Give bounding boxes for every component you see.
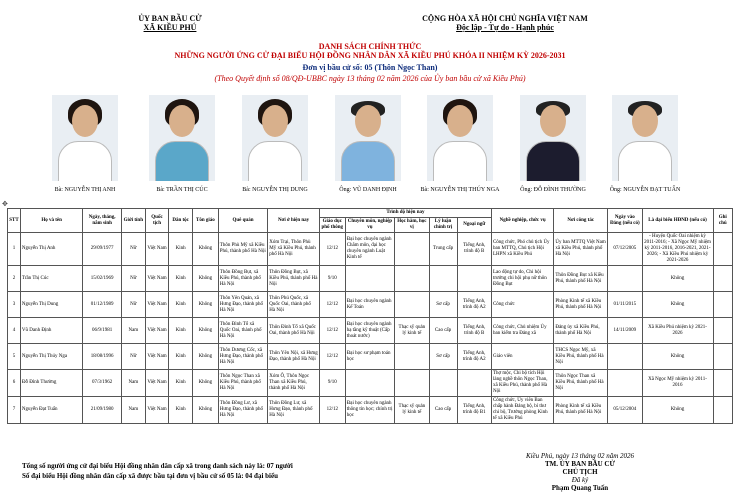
issuer-line1: ỦY BAN BẦU CỬ: [138, 14, 202, 23]
table-cell: Công chức: [491, 292, 553, 318]
column-group-education: Trình độ hiện nay: [319, 209, 491, 218]
column-header: Giới tính: [122, 209, 146, 233]
table-cell: [395, 292, 429, 318]
table-cell: 1: [8, 233, 21, 266]
table-cell: Đại học chuyên ngành hạ tầng kỹ thuật (Cấp thoát nước): [345, 318, 394, 344]
table-cell: Không: [642, 344, 713, 370]
table-cell: Ủy ban MTTQ Việt Nam xã Kiều Phú, thành phố Hà Nội: [554, 233, 608, 266]
table-cell: Không: [192, 397, 218, 424]
table-cell: Không: [642, 266, 713, 292]
table-cell: Thôn Đình Tổ xã Quốc Oai, thành phố Hà Nội: [268, 318, 320, 344]
column-header: Quê quán: [218, 209, 267, 233]
national-motto-block: [400, 14, 610, 32]
table-cell: [713, 397, 733, 424]
table-cell: [429, 266, 457, 292]
table-cell: 21/09/1980: [83, 397, 122, 424]
place-date: Kiều Phú, ngày 13 tháng 02 năm 2026: [525, 452, 635, 460]
candidate-caption: Bà: TRẦN THỊ CÚC: [156, 187, 208, 193]
table-cell: Đại học chuyên ngành thông tin học; chính trị học: [345, 397, 394, 424]
decision-reference: (Theo Quyết định số 08/QĐ-UBBC ngày 13 tháng 02 năm 2026 của Ủy ban bầu cử xã Kiều Phú): [214, 74, 526, 83]
table-cell: 01/11/2015: [608, 292, 642, 318]
table-cell: Trung cấp: [429, 233, 457, 266]
table-cell: Tiếng Anh, trình độ A2: [457, 344, 491, 370]
issuer-line2: XÃ KIỀU PHÚ: [143, 23, 197, 32]
column-header: Ngày vào Đảng (nếu có): [608, 209, 642, 233]
candidate-caption: Bà: NGUYỄN THỊ THÚY NGA: [420, 187, 500, 193]
column-header: Ghi chú: [713, 209, 733, 233]
column-header: Là đại biểu HĐND (nếu có): [642, 209, 713, 233]
candidate-card: [508, 95, 598, 194]
candidate-photo: [335, 95, 401, 181]
table-cell: 12/12: [319, 344, 345, 370]
column-header: Tôn giáo: [192, 209, 218, 233]
table-cell: [608, 266, 642, 292]
column-header: Ngoại ngữ: [457, 218, 491, 233]
candidate-caption: Ông: NGUYỄN ĐẠT TUẤN: [609, 187, 681, 193]
table-cell: Kinh: [169, 318, 193, 344]
table-cell: [713, 318, 733, 344]
table-cell: [457, 266, 491, 292]
table-cell: [395, 233, 429, 266]
table-cell: Thôn Đồng Bụt, xã Kiều Phú, thành phố Hà Nội: [268, 266, 320, 292]
issuer-block: [90, 14, 250, 32]
table-cell: Cao cấp: [429, 318, 457, 344]
elected-count-note: Số đại biểu Hội đồng nhân dân cấp xã được bầu tại đơn vị bầu cử số 05 là: 04 đại biểu: [22, 472, 278, 480]
table-cell: [429, 370, 457, 397]
signer-role: CHỦ TỊCH: [562, 468, 598, 476]
table-cell: [713, 233, 733, 266]
candidate-photo: [52, 95, 118, 181]
table-cell: Việt Nam: [145, 266, 169, 292]
table-cell: 18/08/1996: [83, 344, 122, 370]
table-cell: Việt Nam: [145, 370, 169, 397]
title-line1: DANH SÁCH CHÍNH THỨC: [318, 42, 422, 51]
table-cell: Tiếng Anh, trình độ B: [457, 233, 491, 266]
table-cell: [713, 344, 733, 370]
table-cell: Xã Kiều Phú nhiệm kỳ 2021-2026: [642, 318, 713, 344]
table-cell: [457, 370, 491, 397]
table-cell: Kinh: [169, 397, 193, 424]
candidate-caption: Bà: NGUYỄN THỊ ANH: [54, 187, 116, 193]
table-cell: 14/11/2009: [608, 318, 642, 344]
table-cell: [345, 370, 394, 397]
column-header: Nơi công tác: [554, 209, 608, 233]
candidate-photo: [612, 95, 678, 181]
column-header: Dân tộc: [169, 209, 193, 233]
table-cell: Thôn Đồng Lư, xã Hưng Đạo, thành phố Hà Nội: [218, 397, 267, 424]
candidate-caption: Ông: VŨ DANH ĐỊNH: [339, 187, 397, 193]
table-cell: [345, 266, 394, 292]
table-cell: 12/12: [319, 318, 345, 344]
table-cell: Không: [642, 292, 713, 318]
signed-note: Đã ký: [571, 476, 589, 484]
table-cell: 07/12/2005: [608, 233, 642, 266]
column-header: STT: [8, 209, 21, 233]
table-cell: Nữ: [122, 233, 146, 266]
table-cell: Cao cấp: [429, 397, 457, 424]
table-cell: Kinh: [169, 266, 193, 292]
table-cell: [608, 344, 642, 370]
table-cell: Không: [192, 292, 218, 318]
table-cell: Nguyễn Thị Anh: [20, 233, 82, 266]
table-cell: [395, 370, 429, 397]
table-cell: 9/10: [319, 370, 345, 397]
table-row: [8, 397, 733, 424]
table-cell: 12/12: [319, 233, 345, 266]
motto: Độc lập - Tự do - Hạnh phúc: [456, 23, 554, 32]
table-cell: Xóm Trại, Thôn Phù Mỹ xã Kiều Phú, thành phố Hà Nội: [268, 233, 320, 266]
signature-block: [490, 452, 670, 492]
table-cell: Nam: [122, 370, 146, 397]
candidate-card: [323, 95, 413, 194]
candidate-card: [230, 95, 320, 194]
table-cell: Không: [192, 318, 218, 344]
table-cell: Đảng ủy xã Kiều Phú, thành phố Hà Nội: [554, 318, 608, 344]
move-handle-icon[interactable]: ✥: [2, 200, 8, 208]
table-cell: Nữ: [122, 266, 146, 292]
table-cell: 12/12: [319, 292, 345, 318]
table-cell: 15/02/1969: [83, 266, 122, 292]
table-cell: Trần Thị Cúc: [20, 266, 82, 292]
column-header: Ngày, tháng, năm sinh: [83, 209, 122, 233]
table-cell: Đại học chuyên ngành Kế Toán: [345, 292, 394, 318]
candidate-photo: [242, 95, 308, 181]
table-cell: Công chức, Ủy viên Ban chấp hành Đảng bộ, bí thư chi bộ, Trưởng phòng Kinh tế xã Kiều Phú: [491, 397, 553, 424]
column-header: Học hàm, học vị: [395, 218, 429, 233]
table-cell: Nam: [122, 397, 146, 424]
table-cell: Việt Nam: [145, 292, 169, 318]
table-cell: 7: [8, 397, 21, 424]
table-row: [8, 370, 733, 397]
table-cell: Thôn Đồng Lư, xã Hưng Đạo, thành phố Hà Nội: [268, 397, 320, 424]
document-title: [0, 42, 740, 60]
table-cell: Nữ: [122, 344, 146, 370]
table-cell: 05/12/2004: [608, 397, 642, 424]
table-cell: Tiếng Anh, trình độ A2: [457, 292, 491, 318]
column-header: Giáo dục phổ thông: [319, 218, 345, 233]
table-cell: Việt Nam: [145, 233, 169, 266]
table-cell: Thôn Yên Nội, xã Hưng Đạo, thành phố Hà Nội: [268, 344, 320, 370]
table-cell: 12/12: [319, 397, 345, 424]
table-cell: Thôn Yên Quán, xã Hưng Đạo, thành phố Hà Nội: [218, 292, 267, 318]
column-header: Nghề nghiệp, chức vụ: [491, 209, 553, 233]
table-cell: Phòng Kinh tế xã Kiều Phú, thành phố Hà Nội: [554, 292, 608, 318]
candidate-photo: [520, 95, 586, 181]
candidate-card: [415, 95, 505, 194]
table-row: [8, 233, 733, 266]
title-line2: NHỮNG NGƯỜI ỨNG CỬ ĐẠI BIỂU HỘI ĐỒNG NHÂN DÂN XÃ KIỀU PHÚ KHÓA II NHIỆM KỲ 2026-2031: [174, 51, 566, 60]
table-cell: Thôn Phù Mỹ xã Kiều Phú, thành phố Hà Nội: [218, 233, 267, 266]
table-cell: Tiếng Anh, trình độ B: [457, 318, 491, 344]
table-cell: Kinh: [169, 370, 193, 397]
column-header: Lý luận chính trị: [429, 218, 457, 233]
table-cell: Thôn Ngọc Than xã Kiều Phú, thành phố Hà Nội: [554, 370, 608, 397]
table-cell: 3: [8, 292, 21, 318]
table-cell: - Huyện Quốc Oai nhiệm kỳ 2011-2016; - Xã Ngọc Mỹ nhiệm kỳ 2011-2016, 2016-2021, 2021-2026; - Xã Kiều Phú nhiệm kỳ 2021-2026: [642, 233, 713, 266]
table-row: [8, 266, 733, 292]
table-cell: Việt Nam: [145, 397, 169, 424]
table-cell: Kinh: [169, 344, 193, 370]
table-cell: Nguyễn Thị Thúy Nga: [20, 344, 82, 370]
table-cell: [713, 370, 733, 397]
table-cell: Thôn Đồng Bụt xã Kiều Phú, thành phố Hà Nội: [554, 266, 608, 292]
table-cell: Phòng Kinh tế xã Kiều Phú, thành phố Hà Nội: [554, 397, 608, 424]
column-header: Chuyên môn, nghiệp vụ: [345, 218, 394, 233]
candidate-table: [7, 208, 733, 424]
table-cell: Lao động tự do, Chi hội trưởng chi hội phụ nữ thôn Đồng Bụt: [491, 266, 553, 292]
table-cell: Kinh: [169, 292, 193, 318]
table-cell: 5: [8, 344, 21, 370]
table-row: [8, 318, 733, 344]
table-cell: [713, 292, 733, 318]
column-header: Họ và tên: [20, 209, 82, 233]
table-cell: Đỗ Đình Thường: [20, 370, 82, 397]
column-header: Quốc tịch: [145, 209, 169, 233]
column-header: Nơi ở hiện nay: [268, 209, 320, 233]
table-cell: Nữ: [122, 292, 146, 318]
candidate-card: [600, 95, 690, 194]
table-cell: 4: [8, 318, 21, 344]
table-cell: Không: [192, 266, 218, 292]
table-cell: Công chức, Chủ nhiệm Ủy ban kiểm tra Đảng xã: [491, 318, 553, 344]
table-cell: [713, 266, 733, 292]
table-cell: Vũ Danh Định: [20, 318, 82, 344]
table-cell: Nguyễn Đạt Tuấn: [20, 397, 82, 424]
table-cell: [395, 344, 429, 370]
candidate-card: [40, 95, 130, 194]
candidate-caption: Ông: ĐỖ ĐÌNH THƯỜNG: [520, 187, 586, 193]
table-cell: Xóm Ô, Thôn Ngọc Than xã Kiều Phú, thành phố Hà Nội: [268, 370, 320, 397]
candidate-caption: Bà: NGUYỄN THỊ DUNG: [242, 187, 308, 193]
table-cell: Không: [192, 233, 218, 266]
table-cell: 6: [8, 370, 21, 397]
electoral-unit: Đơn vị bầu cử số: 05 (Thôn Ngọc Than): [302, 63, 438, 72]
table-header-row: [8, 209, 733, 218]
table-cell: Thạc sỹ quản lý kinh tế: [395, 318, 429, 344]
table-cell: 2: [8, 266, 21, 292]
candidate-photos: [40, 95, 730, 200]
table-cell: Xã Ngọc Mỹ nhiệm kỳ 2011-2016: [642, 370, 713, 397]
table-cell: Kinh: [169, 233, 193, 266]
table-cell: 07/3/1962: [83, 370, 122, 397]
table-cell: Đại học sư phạm toán học: [345, 344, 394, 370]
table-cell: Đại học chuyên ngành Chăm môn, đại học chuyên ngành Luật Kinh tế: [345, 233, 394, 266]
table-row: [8, 344, 733, 370]
signing-organization: TM. ỦY BAN BẦU CỬ: [544, 460, 616, 468]
table-cell: [395, 266, 429, 292]
country-name: CỘNG HÒA XÃ HỘI CHỦ NGHĨA VIỆT NAM: [422, 14, 588, 23]
table-row: [8, 292, 733, 318]
total-candidates-note: Tổng số người ứng cử đại biểu Hội đồng nhân dân cấp xã trong danh sách này là: 07 người: [22, 462, 293, 470]
signer-name: Phạm Quang Tuấn: [551, 484, 609, 492]
table-cell: THCS Ngọc Mỹ, xã Kiều Phú, thành phố Hà Nội: [554, 344, 608, 370]
table-cell: Nam: [122, 318, 146, 344]
candidate-photo: [427, 95, 493, 181]
table-cell: 06/9/1981: [83, 318, 122, 344]
table-cell: Thôn Ngọc Than xã Kiều Phú, thành phố Hà Nội: [218, 370, 267, 397]
table-cell: Thôn Đồng Bụt, xã Kiều Phú, thành phố Hà Nội: [218, 266, 267, 292]
table-cell: Nguyễn Thị Dung: [20, 292, 82, 318]
table-cell: Tiếng Anh, trình độ B1: [457, 397, 491, 424]
table-cell: 01/12/1989: [83, 292, 122, 318]
table-cell: Thợ mộc, Chi bộ tích Hội làng nghề thôn Ngọc Than, xã Kiều Phú, thành phố Hà Nội: [491, 370, 553, 397]
table-cell: Không: [192, 370, 218, 397]
table-cell: Việt Nam: [145, 318, 169, 344]
table-cell: Sơ cấp: [429, 292, 457, 318]
table-cell: Thạc sỹ quản lý kinh tế: [395, 397, 429, 424]
table-cell: 29/09/1977: [83, 233, 122, 266]
candidate-card: [137, 95, 227, 194]
table-cell: Giáo viên: [491, 344, 553, 370]
table-cell: Thôn Phú Quốc, xã Quốc Oai, thành phố Hà Nội: [268, 292, 320, 318]
table-cell: [608, 370, 642, 397]
table-cell: Công chức, Phó chủ tịch Ủy ban MTTQ, Chủ tịch Hội LHPN xã Kiều Phú: [491, 233, 553, 266]
table-cell: 9/10: [319, 266, 345, 292]
candidate-photo: [149, 95, 215, 181]
table-cell: Thôn Dương Cốc, xã Hưng Đạo, thành phố Hà Nội: [218, 344, 267, 370]
table-cell: Không: [192, 344, 218, 370]
table-cell: Việt Nam: [145, 344, 169, 370]
table-cell: Thôn Đình Tổ xã Quốc Oai, thành phố Hà Nội: [218, 318, 267, 344]
table-cell: Sơ cấp: [429, 344, 457, 370]
table-cell: Không: [642, 397, 713, 424]
